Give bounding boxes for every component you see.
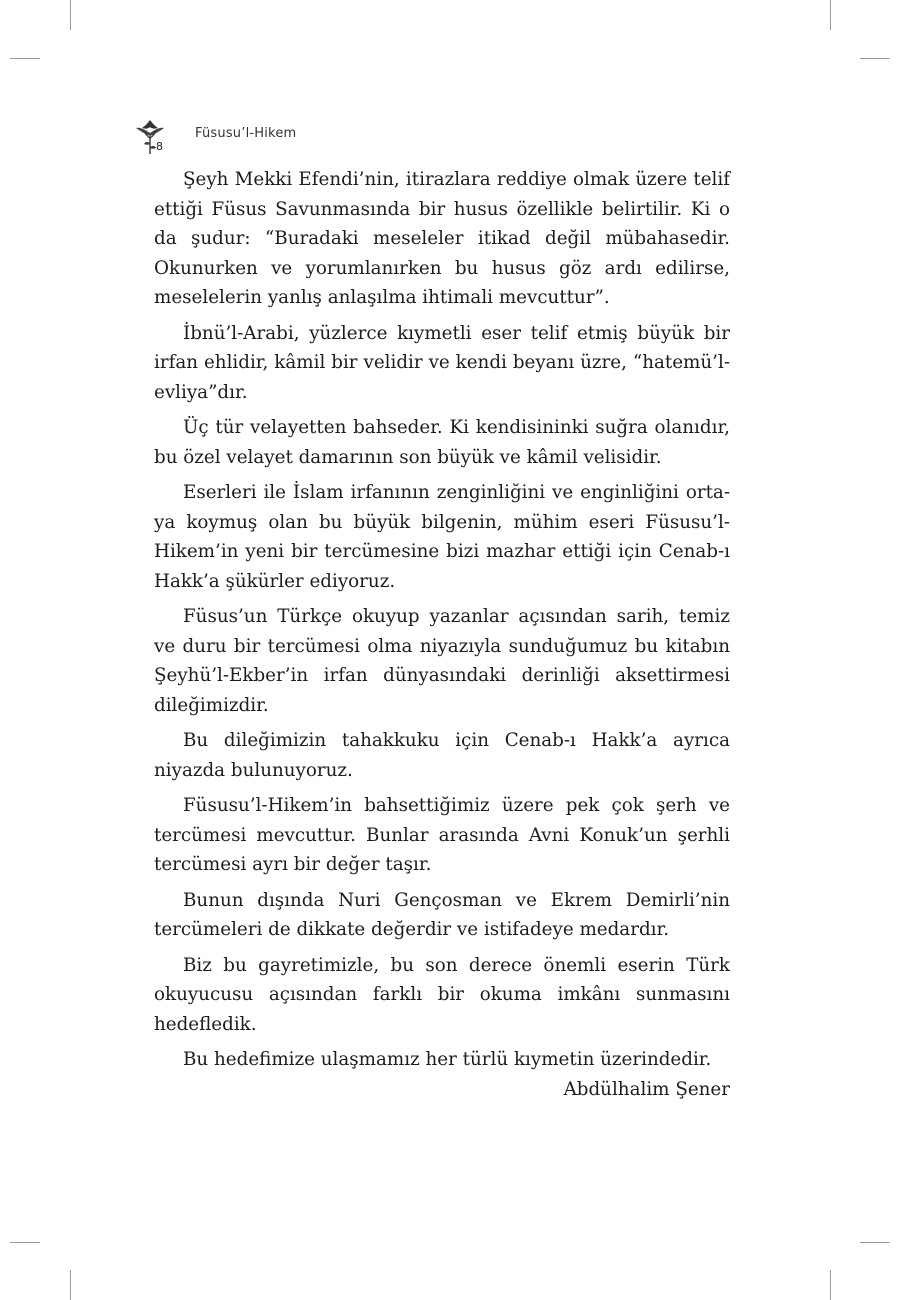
- paragraph: Şeyh Mekki Efendi’nin, itirazlara reddiye olmak üzere telif ettiği Füsus Savunmasında bir husus özellikle belirtilir. Ki o da şudur: “Buradaki meseleler itikad değil mübahasedir. Okunurken ve yorumlanırken bu husus göz ardı edilirse, meselelerin yanlış anlaşılma ihtimali mevcuttur”.: [154, 169, 730, 308]
- paragraph: Üç tür velayetten bahseder. Ki kendisininki suğra olanıdır, bu özel velayet damarının son büyük ve kâmil velisidir.: [154, 417, 730, 468]
- crop-mark: [10, 58, 40, 59]
- paragraph: Bunun dışında Nuri Gençosman ve Ekrem Demirli’nin tercümeleri de dikkate değerdir ve istifadeye medardır.: [154, 889, 730, 940]
- paragraph: Eserleri ile İslam irfanının zenginliğini ve enginliğini orta-ya koymuş olan bu büyük bilgenin, mühim eseri Füsusu’l-Hikem’in yeni bir tercümesine bizi mazhar ettiği için Cenab-ı Hakk’a şükürler ediyoruz.: [154, 482, 730, 592]
- crop-mark: [830, 1270, 831, 1300]
- crop-mark: [860, 1242, 890, 1243]
- running-head: [133, 116, 533, 156]
- crop-mark: [830, 0, 831, 30]
- crop-mark: [70, 0, 71, 30]
- paragraph: Füsus’un Türkçe okuyup yazanlar açısından sarih, temiz ve duru bir tercümesi olma niyazıyla sunduğumuz bu kitabın Şeyhü’l-Ekber’in irfan dünyasındaki derinliği aksettirmesi dileğimizdir.: [154, 606, 730, 716]
- running-title: Füsusu’l-Hikem: [195, 126, 297, 141]
- paragraph: Biz bu gayretimizle, bu son derece önemli eserin Türk okuyucusu açısından farklı bir okuma imkânı sunmasını hedefledik.: [154, 954, 730, 1035]
- author-signature: Abdülhalim Şener: [563, 1078, 730, 1100]
- body-text: [154, 165, 730, 1110]
- paragraph: Füsusu’l-Hikem’in bahsettiğimiz üzere pek çok şerh ve tercümesi mevcuttur. Bunlar arasında Avni Konuk’un şerhli tercümesi ayrı bir değer taşır.: [154, 795, 730, 875]
- paragraph: Bu dileğimizin tahakkuku için Cenab-ı Hakk’a ayrıca niyazda bulunuyoruz.: [154, 730, 730, 781]
- crop-mark: [860, 58, 890, 59]
- crop-mark: [10, 1242, 40, 1243]
- paragraph: İbnü’l-Arabi, yüzlerce kıymetli eser telif etmiş büyük bir irfan ehlidir, kâmil bir velidir ve kendi beyanı üzre, “hatemü’l-evliya”dır.: [154, 322, 730, 403]
- page-number: 8: [156, 140, 163, 153]
- paragraph: Bu hedefimize ulaşmamız her türlü kıymetin üzerindedir.: [183, 1049, 712, 1070]
- crop-mark: [70, 1270, 71, 1300]
